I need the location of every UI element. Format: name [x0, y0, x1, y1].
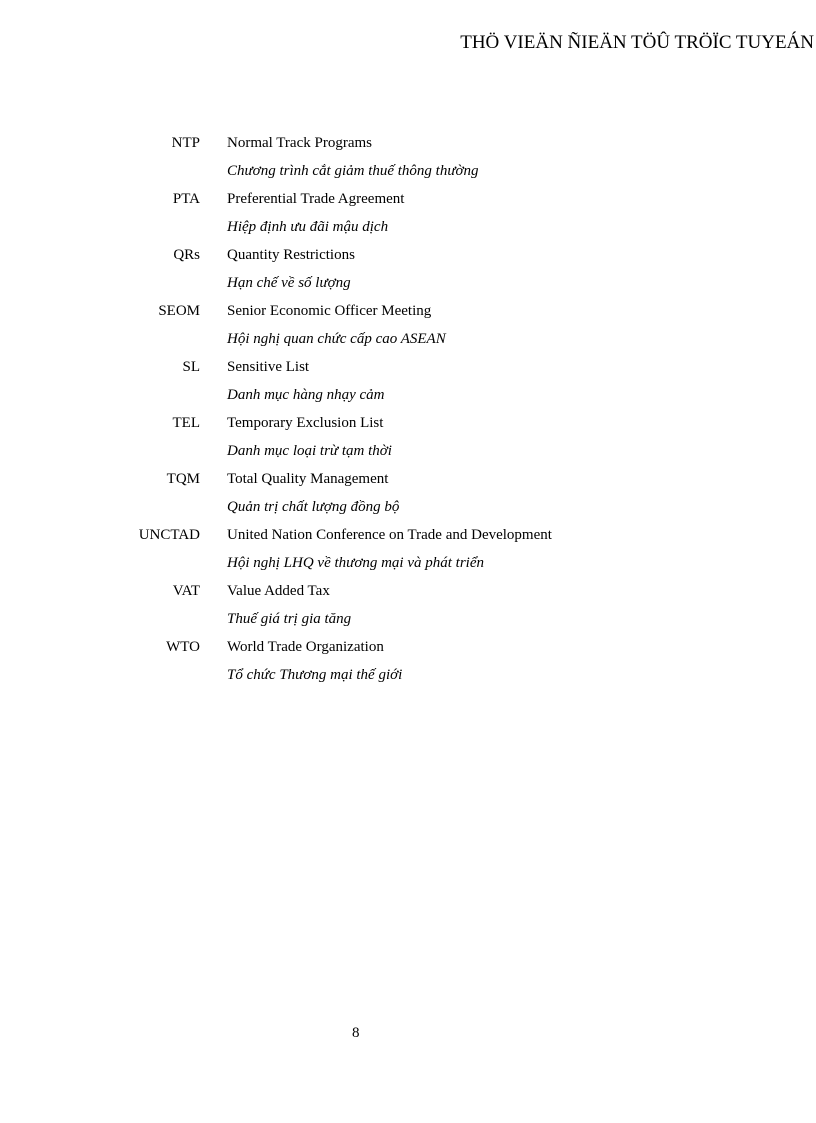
- abbreviation-code: SL: [182, 359, 200, 375]
- abbreviation-code: TEL: [172, 415, 200, 431]
- abbreviation-vietnamese: Hội nghị quan chức cấp cao ASEAN: [227, 331, 446, 347]
- abbreviation-entry: [0, 188, 816, 244]
- abbreviation-entry: [0, 412, 816, 468]
- abbreviation-code: QRs: [173, 247, 200, 263]
- abbreviation-english: Total Quality Management: [227, 471, 389, 487]
- abbreviation-code: VAT: [172, 583, 200, 599]
- abbreviation-entry: [0, 636, 816, 692]
- abbreviation-vietnamese: Chương trình cắt giảm thuế thông thường: [227, 163, 479, 179]
- abbreviation-entry: [0, 468, 816, 524]
- abbreviation-entry: [0, 356, 816, 412]
- abbreviation-english: Quantity Restrictions: [227, 247, 355, 263]
- abbreviation-code: WTO: [166, 639, 200, 655]
- abbreviation-entry: [0, 580, 816, 636]
- abbreviation-entry: [0, 524, 816, 580]
- page-number: 8: [352, 1025, 360, 1041]
- abbreviation-list: [0, 132, 816, 692]
- abbreviation-vietnamese: Danh mục loại trừ tạm thời: [227, 443, 392, 459]
- abbreviation-english: Preferential Trade Agreement: [227, 191, 405, 207]
- abbreviation-entry: [0, 300, 816, 356]
- abbreviation-english: World Trade Organization: [227, 639, 384, 655]
- abbreviation-vietnamese: Danh mục hàng nhạy cảm: [227, 387, 385, 403]
- abbreviation-code: TQM: [166, 471, 200, 487]
- abbreviation-vietnamese: Hiệp định ưu đãi mậu dịch: [227, 219, 389, 235]
- page-header: THÖ VIEÄN ÑIEÄN TÖÛ TRÖÏC TUYEÁN: [460, 32, 814, 53]
- abbreviation-english: Temporary Exclusion List: [227, 415, 384, 431]
- abbreviation-vietnamese: Quản trị chất lượng đồng bộ: [227, 499, 400, 515]
- abbreviation-vietnamese: Hội nghị LHQ về thương mại và phát triển: [227, 555, 484, 571]
- abbreviation-code: NTP: [171, 135, 200, 151]
- abbreviation-english: Sensitive List: [227, 359, 310, 375]
- abbreviation-english: Senior Economic Officer Meeting: [227, 303, 432, 319]
- abbreviation-english: United Nation Conference on Trade and Development: [227, 527, 552, 543]
- abbreviation-code: PTA: [172, 191, 200, 207]
- abbreviation-vietnamese: Hạn chế về số lượng: [227, 275, 351, 291]
- abbreviation-vietnamese: Thuế giá trị gia tăng: [227, 611, 352, 627]
- abbreviation-english: Normal Track Programs: [227, 135, 372, 151]
- abbreviation-code: SEOM: [158, 303, 200, 319]
- abbreviation-vietnamese: Tổ chức Thương mại thế giới: [227, 667, 403, 683]
- abbreviation-english: Value Added Tax: [227, 583, 330, 599]
- abbreviation-entry: [0, 132, 816, 188]
- abbreviation-code: UNCTAD: [138, 527, 200, 543]
- abbreviation-entry: [0, 244, 816, 300]
